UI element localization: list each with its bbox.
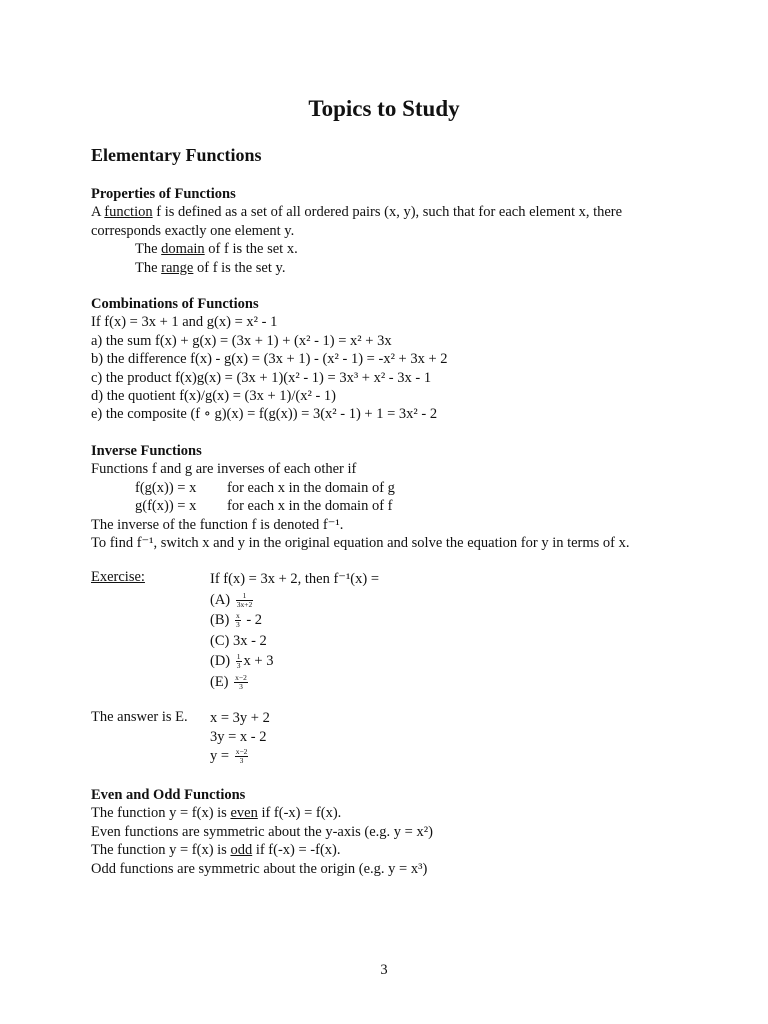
term-function: function [104,204,153,221]
domain-line: The domain of f is the set x. [135,241,298,258]
choice-d: (D) $\frac{1}{3}$ x + 3 [210,652,274,671]
inverse-intro: Functions f and g are inverses of each other if [91,461,357,478]
section-title: Elementary Functions [91,145,262,165]
inverse-heading: Inverse Functions [91,443,202,459]
choice-a-fraction: $\frac{1}{3x+2}$ [236,590,253,609]
answer-step-2: 3y = x - 2 [210,729,267,745]
combinations-intro: If f(x) = 3x + 1 and g(x) = x² - 1 [91,314,278,331]
properties-line-2: corresponds exactly one element y. [91,222,295,239]
even-symmetry: Even functions are symmetric about the y-axis (e.g. y = x²) [91,823,433,840]
properties-line-1: A function f is defined as a set of all ordered pairs (x, y), such that for each element x, there [91,204,623,221]
even-odd-section [91,786,671,878]
term-domain: domain [161,241,205,258]
choice-b: (B) $\frac{x}{3}$ - 2 [210,611,263,630]
choice-e: (E) $\frac{x-2}{3}$ [210,672,247,691]
answer-steps [210,709,270,766]
choice-c: (C) 3x - 2 [210,632,267,649]
inverse-tofind: To find f⁻¹, switch x and y in the original equation and solve the equation for y in terms of x. [91,534,630,551]
term-odd: odd [230,842,253,859]
even-definition: The function y = f(x) is even if f(-x) = f(x). [91,805,342,822]
term-range: range [161,259,194,276]
choice-b-fraction: $\frac{x}{3}$ [235,611,240,630]
properties-heading: Properties of Functions [91,186,236,202]
combinations-heading: Combinations of Functions [91,296,259,312]
page-number: 3 [380,962,388,978]
combination-quotient: d) the quotient f(x)/g(x) = (3x + 1)/(x² - 1) [91,387,336,404]
combination-difference: b) the difference f(x) - g(x) = (3x + 1) - (x² - 1) = -x² + 3x + 2 [91,351,448,368]
exercise-label: Exercise: [91,569,145,585]
answer-step-1: x = 3y + 2 [210,710,270,726]
exercise-body [210,569,379,692]
properties-section [91,185,671,277]
combination-product: c) the product f(x)g(x) = (3x + 1)(x² - 1) = 3x³ + x² - 3x - 1 [91,369,432,386]
inverse-eq-1: f(g(x)) = x for each x in the domain of g [135,479,395,496]
answer-step-3: y = $\frac{x-2}{3}$ [210,747,248,766]
odd-symmetry: Odd functions are symmetric about the origin (e.g. y = x³) [91,860,428,877]
odd-definition: The function y = f(x) is odd if f(-x) = -f(x). [91,842,341,859]
page-title: Topics to Study [308,96,460,121]
combination-sum: a) the sum f(x) + g(x) = (3x + 1) + (x² - 1) = x² + 3x [91,332,392,349]
evenodd-heading: Even and Odd Functions [91,787,246,803]
choice-a: (A) $\frac{1}{3x+2}$ [210,590,253,609]
combination-composite: e) the composite (f ∘ g)(x) = f(g(x)) = 3(x² - 1) + 1 = 3x² - 2 [91,406,438,423]
inverse-denoted: The inverse of the function f is denoted f⁻¹. [91,516,344,533]
combinations-section [91,295,671,424]
exercise-question: If f(x) = 3x + 2, then f⁻¹(x) = [210,571,380,587]
answer-label: The answer is E. [91,709,188,725]
range-line: The range of f is the set y. [135,259,286,276]
choice-e-fraction: $\frac{x-2}{3}$ [235,672,247,691]
term-even: even [230,805,258,822]
inverse-eq-2: g(f(x)) = x for each x in the domain of f [135,498,393,515]
choice-d-fraction: $\frac{1}{3}$ [236,652,241,671]
inverse-section [91,442,671,552]
answer-fraction: $\frac{x-2}{3}$ [235,747,248,766]
